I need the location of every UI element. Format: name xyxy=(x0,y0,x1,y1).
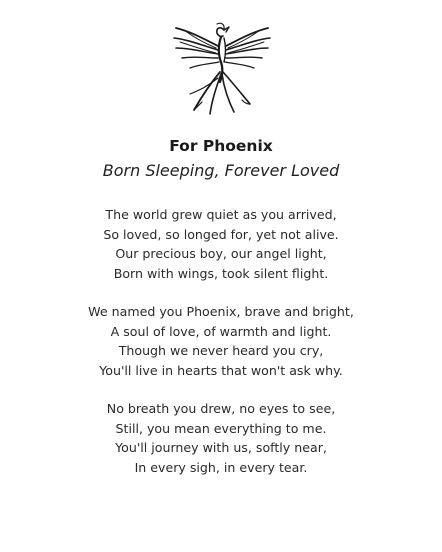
poem-line: We named you Phoenix, brave and bright, xyxy=(88,304,354,319)
poem-line: No breath you drew, no eyes to see, xyxy=(106,401,336,416)
poem-line: In every sigh, in every tear. xyxy=(134,459,308,475)
poem-line: The world grew quiet as you arrived, xyxy=(105,207,337,222)
poem-line: You'll journey with us, softly near, xyxy=(115,440,327,455)
stanza-1 xyxy=(0,205,442,283)
stanza-3 xyxy=(0,399,442,477)
poem-line: A soul of love, of warmth and light. xyxy=(110,323,332,339)
poem-line: Though we never heard you cry, xyxy=(118,343,324,358)
poem-title: For Phoenix xyxy=(169,137,273,155)
poem-line: You'll live in hearts that won't ask why. xyxy=(99,362,343,378)
stanza-2 xyxy=(0,302,442,380)
poem-subtitle: Born Sleeping, Forever Loved xyxy=(102,161,340,180)
poem-line: Our precious boy, our angel light, xyxy=(115,246,327,261)
poem-line: So loved, so longed for, yet not alive. xyxy=(103,226,339,242)
poem-line: Still, you mean everything to me. xyxy=(115,420,327,436)
phoenix-icon xyxy=(166,12,276,122)
poem-line: Born with wings, took silent flight. xyxy=(113,265,329,281)
